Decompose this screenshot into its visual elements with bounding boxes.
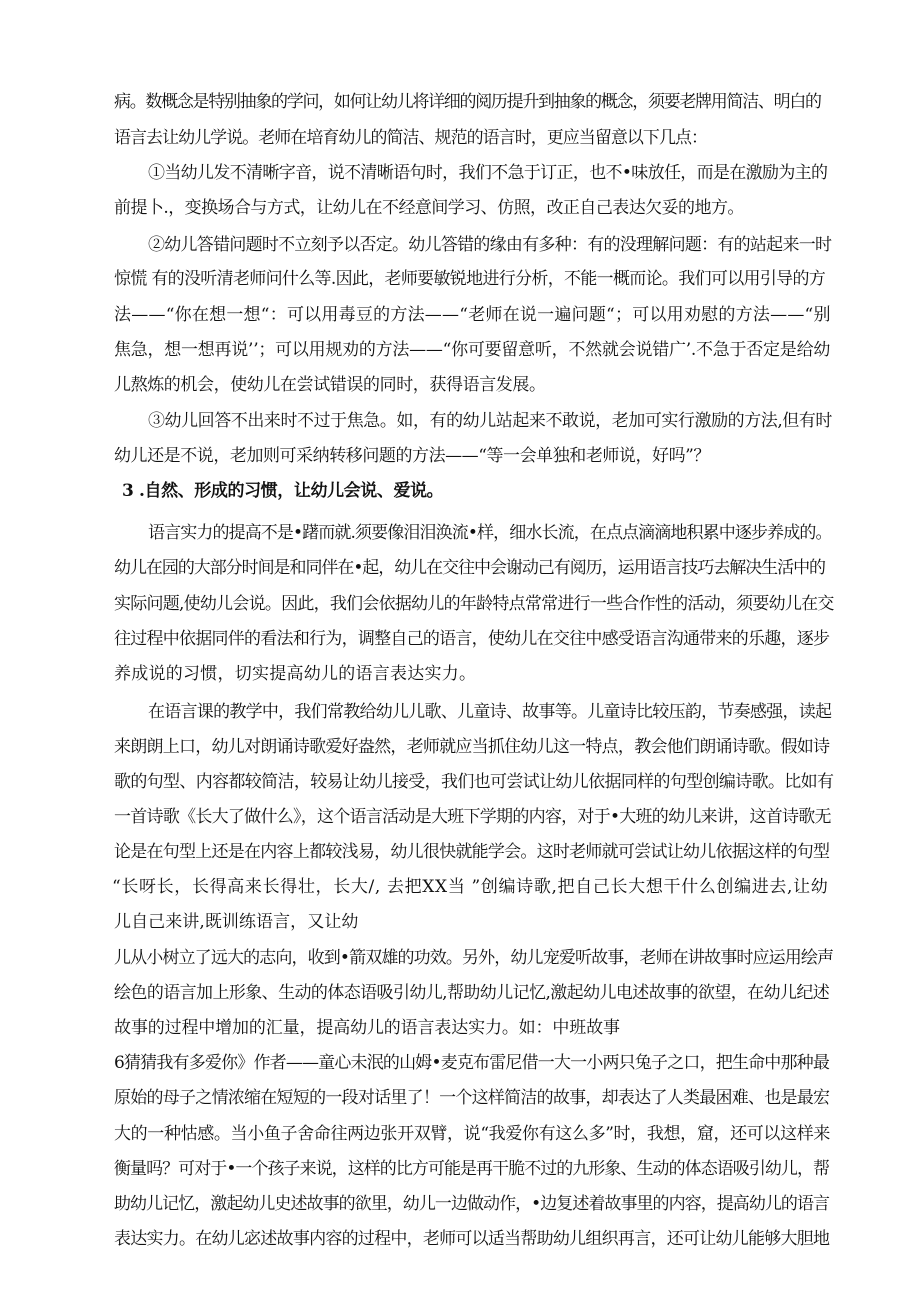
text-line-23: “长呀长，长得高来长得壮，长大/, 去把XX当 ”创编诗歌,把自己长大想干什么创编进去,让幼 (112, 877, 829, 897)
text-line-14: 幼儿在园的大部分时间是和同伴在•起，幼儿在交往中会谢动己有阅历，运用语言技巧去解决生活中的 (114, 558, 826, 578)
text-line-6: 惊慌 有的没听清老师问什么等.因此，老师要敏锐地进行分析，不能一概而论。我们可以用引导的方 (114, 269, 826, 289)
text-line-19: 来朗朗上口，幼儿对朗诵诗歌爱好盎然，老师就应当抓住幼儿这一特点，教会他们朗诵诗歌。假如诗 (114, 737, 830, 757)
text-line-2: 语言去让幼儿学说。老师在培育幼儿的简洁、规范的语言时，更应当留意以下几点： (114, 128, 708, 148)
text-line-7: 法——“你在想一想“：可以用毒豆的方法——“老师在说一遍问题“；可以用劝慰的方法——“别 (114, 305, 831, 325)
text-line-15: 实际问题,使幼儿会说。因此，我们会依据幼儿的年龄特点常常进行一些合作性的活动，须要幼儿在交 (114, 594, 834, 614)
text-line-29: 原始的母子之情浓缩在短短的一段对话里了！一个这样简洁的故事，却表达了人类最困难、也是最宏 (114, 1088, 830, 1108)
text-line-18: 在语言课的教学中，我们常教给幼儿儿歌、儿童诗、故事等。儿童诗比较压韵，节奏感强，读起 (148, 702, 832, 722)
text-line-11: 幼儿还是不说，老加则可采纳转移问题的方法——“等一会单独和老师说，好吗”？ (114, 446, 710, 466)
section-heading-3: 3 .自然、形成的习惯，让幼儿会说、爱说。 (122, 481, 444, 501)
text-line-1: 病。数概念是特别抽象的学问，如何让幼儿将详细的阅历提升到抽象的概念，须要老牌用简洁、明白的 (114, 92, 821, 112)
text-line-21: 一首诗歌《长大了做什么》，这个语言活动是大班下学期的内容，对于•大班的幼儿来讲，这首诗歌无 (114, 807, 831, 827)
text-line-13: 语言实力的提高不是•躇而就.须要像泪泪涣流•样，细水长流，在点点滴滴地积累中逐步养成的。 (148, 523, 832, 543)
text-line-24: 儿自己来讲,既训练语言，又让幼 (114, 912, 359, 932)
text-line-32: 助幼儿记忆，激起幼儿史述故事的欲里，幼儿一边做动作，•边复述着故事里的内容，提高幼儿的语言 (114, 1194, 830, 1214)
text-line-30: 大的一种怙感。当小鱼子舍命往两边张开双臂，说“我爱你有这么多”时，我想，窟，还可以这样来 (114, 1124, 831, 1144)
text-line-33: 表达实力。在幼儿宓述故事内容的过程中，老师可以适当帮助幼儿组织再言，还可让幼儿能够大胆地 (114, 1229, 830, 1249)
text-line-27: 故事的过程中增加的汇量，提高幼儿的语言表达实力。如：中班故事 (114, 1018, 620, 1038)
text-line-22: 论是在句型上还是在内容上都较浅易，幼儿很快就能学会。这时老师就可尝试让幼儿依据这样的句型 (114, 842, 830, 862)
text-line-5: ②幼儿答错问题时不立刻予以否定。幼儿答错的缘由有多种：有的没理解问题：有的站起来一时 (148, 235, 832, 255)
text-line-17: 养成说的习惯，切实提高幼儿的语言表达实力。 (114, 664, 477, 684)
text-line-25: 儿从小树立了远大的志向，收到•箭双雄的功效。另外，幼儿宠爱听故事，老师在讲故事时应运用绘声 (114, 948, 834, 968)
text-line-16: 往过程中依据同伴的看法和行为，调整自己的语言，使幼儿在交往中感受语言沟通带来的乐趣，逐步 (114, 629, 830, 649)
text-line-8: 焦急，想一想再说’’；可以用规劝的方法——“你可要留意听，不然就会说错广’.不急于否定是给幼 (114, 340, 831, 360)
text-line-10: ③幼儿回答不出来时不过于焦急。如，有的幼儿站起来不敢说，老加可实行激励的方法,但有时 (148, 411, 832, 431)
text-line-9: 儿熬炼的机会，使幼儿在尝试错误的同时，获得语言发展。 (114, 375, 546, 395)
text-line-31: 衡量吗？可对于•一个孩子来说，这样的比方可能是再干脆不过的九形象、生动的体态语吸引幼儿，帮 (114, 1159, 830, 1179)
text-line-4: 前提卜.，变换场合与方式，让幼儿在不经意间学习、仿照，改正自己表达欠妥的地方。 (114, 198, 744, 218)
text-line-3: ①当幼儿发不清晰字音，说不清晰语句时，我们不急于订正，也不•味放任，而是在激励为主的 (148, 163, 828, 183)
text-line-20: 歌的句型、内容都较简洁，较易让幼儿接受，我们也可尝试让幼儿依据同样的句型创编诗歌。比如有 (114, 772, 834, 792)
text-line-26: 绘色的语言加上形象、生动的体态语吸引幼儿,帮助幼儿记忆,激起幼儿电述故事的欲望，在幼儿纪述 (114, 983, 830, 1003)
text-line-28: 6猜猜我有多爱你》作者——童心未泯的山姆•麦克布雷尼借一大一小两只兔子之口，把生命中那种最 (114, 1053, 830, 1073)
